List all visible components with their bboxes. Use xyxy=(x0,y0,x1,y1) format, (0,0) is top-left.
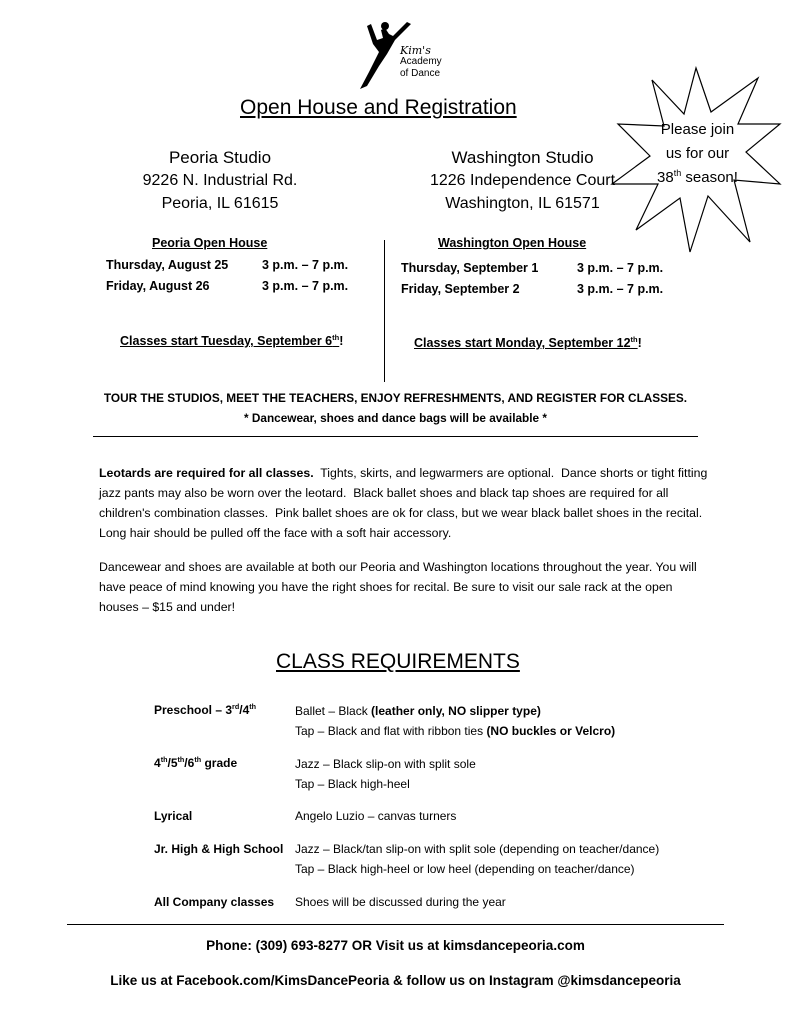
company-req-1: Shoes will be discussed during the year xyxy=(295,895,506,909)
text-fragment: th xyxy=(177,755,185,764)
peoria-time-2: 3 p.m. – 7 p.m. xyxy=(262,279,349,293)
text-fragment: th xyxy=(160,755,168,764)
peoria-classes-start-sup: th xyxy=(332,332,340,342)
class-label-preschool xyxy=(154,700,256,720)
text-fragment: /5 xyxy=(167,756,178,770)
paragraph-dancewear: Dancewear and shoes are available at both our Peoria and Washington locations throughout the year. You will have peace of mind knowing you have the right shoes for recital. Be sure to visit our sale rack at the open houses – $15 and under! xyxy=(99,560,697,614)
starburst-line-2: us for our xyxy=(665,145,730,162)
washington-studio-name: Washington Studio xyxy=(451,148,594,167)
washington-classes-start-end: ! xyxy=(637,336,642,350)
footer-phone: Phone: (309) 693-8277 OR Visit us at kimsdancepeoria.com xyxy=(206,938,585,953)
paragraph-leotards xyxy=(99,463,709,543)
text-fragment: (NO buckles or Velcro) xyxy=(486,724,616,738)
logo-text-kims: Kim's xyxy=(400,44,431,57)
preschool-req-1 xyxy=(295,701,541,721)
grade-req-1: Jazz – Black slip-on with split sole xyxy=(295,757,476,771)
peoria-time-1: 3 p.m. – 7 p.m. xyxy=(262,258,349,272)
text-fragment: grade xyxy=(201,756,238,770)
text-fragment: rd xyxy=(232,702,240,711)
text-fragment: th xyxy=(249,702,257,711)
washington-date-2: Friday, September 2 xyxy=(401,282,520,296)
washington-studio-block xyxy=(410,146,635,215)
peoria-classes-start-end: ! xyxy=(339,334,344,348)
text-fragment: Preschool – 3 xyxy=(154,703,233,717)
peoria-city: Peoria, IL 61615 xyxy=(161,195,279,212)
peoria-date-2: Friday, August 26 xyxy=(106,279,210,293)
leotards-required: Leotards are required for all classes. xyxy=(99,466,314,480)
text-fragment: Ballet – Black xyxy=(295,704,372,718)
preschool-req-2 xyxy=(295,721,615,741)
washington-classes-start xyxy=(414,336,642,350)
washington-time-2: 3 p.m. – 7 p.m. xyxy=(577,282,664,296)
class-label-jrhigh: Jr. High & High School xyxy=(154,842,284,856)
text-fragment: th xyxy=(194,755,202,764)
peoria-studio-block xyxy=(120,146,320,215)
text-fragment: Tap – Black and flat with ribbon ties xyxy=(295,724,487,738)
footer-social: Like us at Facebook.com/KimsDancePeoria & follow us on Instagram @kimsdancepeoria xyxy=(110,973,681,988)
washington-address: 1226 Independence Court xyxy=(429,172,616,189)
tour-line: TOUR THE STUDIOS, MEET THE TEACHERS, ENJOY REFRESHMENTS, AND REGISTER FOR CLASSES. xyxy=(103,391,688,405)
logo xyxy=(355,14,465,89)
peoria-classes-start-text: Classes start Tuesday, September 6 xyxy=(120,334,333,348)
jrhigh-req-1: Jazz – Black/tan slip-on with split sole (depending on teacher/dance) xyxy=(295,842,660,856)
season-number: 38 xyxy=(657,169,674,186)
season-rest: season! xyxy=(681,169,738,186)
washington-time-1: 3 p.m. – 7 p.m. xyxy=(577,261,664,275)
starburst-line-1: Please join xyxy=(660,121,735,138)
text-fragment: (leather only, NO slipper type) xyxy=(371,704,541,718)
peoria-date-1: Thursday, August 25 xyxy=(106,258,229,272)
class-label-company: All Company classes xyxy=(154,895,275,909)
class-label-grade xyxy=(154,753,237,773)
footer-divider xyxy=(67,924,724,925)
peoria-open-house-title: Peoria Open House xyxy=(152,236,268,250)
class-requirements-title: CLASS REQUIREMENTS xyxy=(276,650,520,673)
logo-text-dance: of Dance xyxy=(400,68,441,79)
peoria-address: 9226 N. Industrial Rd. xyxy=(142,172,298,189)
text-fragment: /4 xyxy=(239,703,250,717)
class-label-lyrical: Lyrical xyxy=(154,809,193,823)
starburst-text xyxy=(630,118,765,190)
washington-classes-start-sup: th xyxy=(630,334,638,344)
dancewear-line: * Dancewear, shoes and dance bags will be available * xyxy=(244,411,547,425)
text-fragment: 4 xyxy=(154,756,161,770)
column-divider xyxy=(384,240,385,382)
season-sup: th xyxy=(673,168,682,178)
text-fragment: /6 xyxy=(184,756,195,770)
page-title: Open House and Registration xyxy=(240,96,517,119)
peoria-classes-start xyxy=(120,334,343,348)
lyrical-req-1: Angelo Luzio – canvas turners xyxy=(295,809,457,823)
section-divider xyxy=(93,436,698,437)
washington-city: Washington, IL 61571 xyxy=(445,195,600,212)
starburst-line-3 xyxy=(630,166,765,190)
logo-text-academy: Academy xyxy=(400,56,442,67)
washington-classes-start-text: Classes start Monday, September 12 xyxy=(414,336,631,350)
leotards-text: Tights, skirts, and legwarmers are optional. Dance shorts or tight fitting jazz pants may also be worn over the leotard. Black ballet shoes and black tap shoes are required for all children's combination classes. Pink ballet shoes are ok for class, but we wear black ballet shoes in the recital. Long hair should be pulled off the face with a soft hair accessory. xyxy=(99,466,711,540)
washington-date-1: Thursday, September 1 xyxy=(401,261,539,275)
peoria-studio-name: Peoria Studio xyxy=(168,148,272,167)
washington-open-house-title: Washington Open House xyxy=(438,236,587,250)
grade-req-2: Tap – Black high-heel xyxy=(295,777,410,791)
jrhigh-req-2: Tap – Black high-heel or low heel (depending on teacher/dance) xyxy=(295,862,635,876)
